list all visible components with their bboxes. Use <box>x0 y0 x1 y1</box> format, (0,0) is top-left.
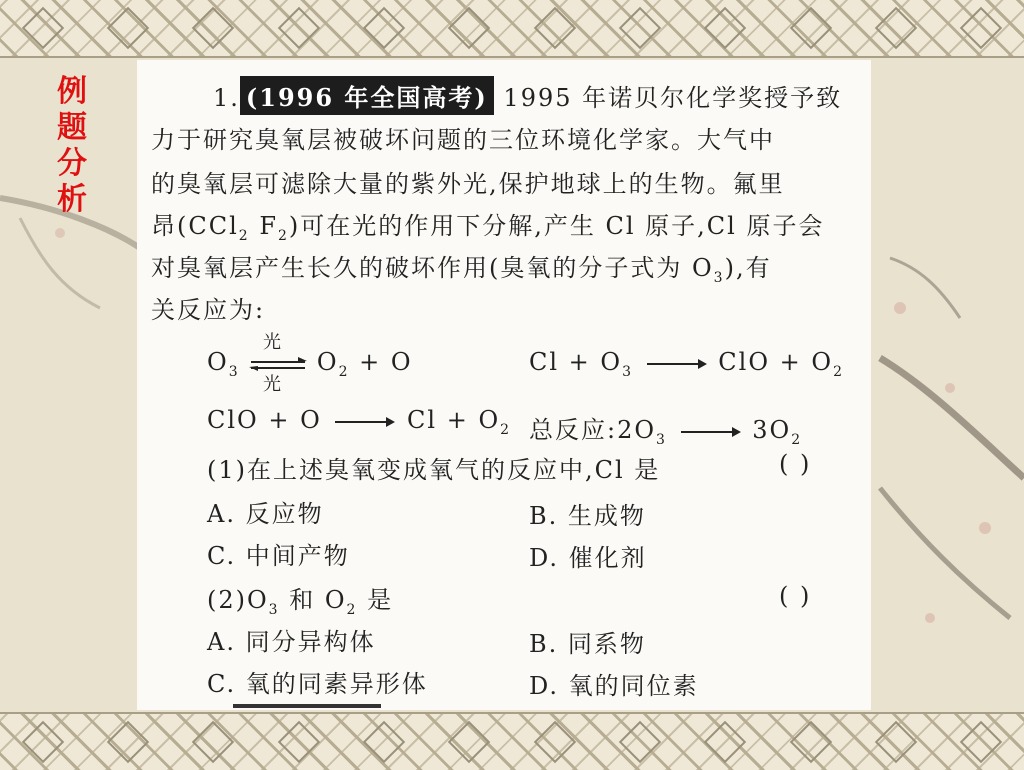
intro-line: 1995 年诺贝尔化学奖授予致 <box>503 84 843 112</box>
question-source-tag: (1996 年全国高考) <box>240 76 494 115</box>
reaction-1: $O_3$ $O_2 + O$ <box>207 348 413 380</box>
option-a: A. 同分异构体 <box>207 628 376 656</box>
title-char: 分 <box>57 146 87 181</box>
option-d: D. 催化剂 <box>529 544 647 572</box>
sub-question-2-stem: $(2)O_3$ 和 $O_2$ 是 <box>207 586 394 618</box>
question-header-line <box>213 76 842 115</box>
option-b: B. 生成物 <box>529 502 646 530</box>
example-analysis-title <box>52 74 92 218</box>
answer-blank: ( ) <box>779 450 812 478</box>
option-d: D. 氧的同位素 <box>529 672 699 700</box>
overall-reaction: 总反应$:2O_3$ $3O_2$ <box>529 416 803 448</box>
title-char: 例 <box>57 74 87 109</box>
intro-line: 力于研究臭氧层被破坏问题的三位环境化学家。大气中 <box>151 126 775 154</box>
intro-line: 关反应为: <box>151 296 266 324</box>
bottom-decorative-border <box>0 712 1024 770</box>
arrow-icon <box>647 363 705 365</box>
intro-line-freon: 昂(CCl$_2$ $F_2$)可在光的作用下分解,产生 Cl 原子,Cl 原子会 <box>151 212 825 244</box>
option-b: B. 同系物 <box>529 630 646 658</box>
reaction-3: ClO + O $Cl + O_2$ <box>207 406 512 438</box>
option-c: C. 氧的同素异形体 <box>207 670 428 698</box>
reaction-condition-top: 光 <box>263 332 281 353</box>
intro-line: 的臭氧层可滤除大量的紫外光,保护地球上的生物。氟里 <box>151 170 785 198</box>
option-a: A. 反应物 <box>207 500 324 528</box>
sub-question-1-stem: (1)在上述臭氧变成氧气的反应中,Cl 是 <box>207 456 661 484</box>
reaction-2: $Cl + O_3$ ClO + $O_2$ <box>529 348 844 380</box>
question-image-panel <box>137 60 871 710</box>
arrow-icon <box>335 421 393 423</box>
top-decorative-border <box>0 0 1024 58</box>
question-number: 1. <box>213 84 240 112</box>
arrow-icon <box>681 431 739 433</box>
intro-line: 对臭氧层产生长久的破坏作用(臭氧的分子式为 $O_3$),有 <box>151 254 772 286</box>
option-c: C. 中间产物 <box>207 542 350 570</box>
answer-blank: ( ) <box>779 582 812 610</box>
title-char: 题 <box>57 110 87 145</box>
divider <box>233 704 381 708</box>
title-char: 析 <box>57 182 87 217</box>
reaction-condition-bottom: 光 <box>263 374 281 395</box>
